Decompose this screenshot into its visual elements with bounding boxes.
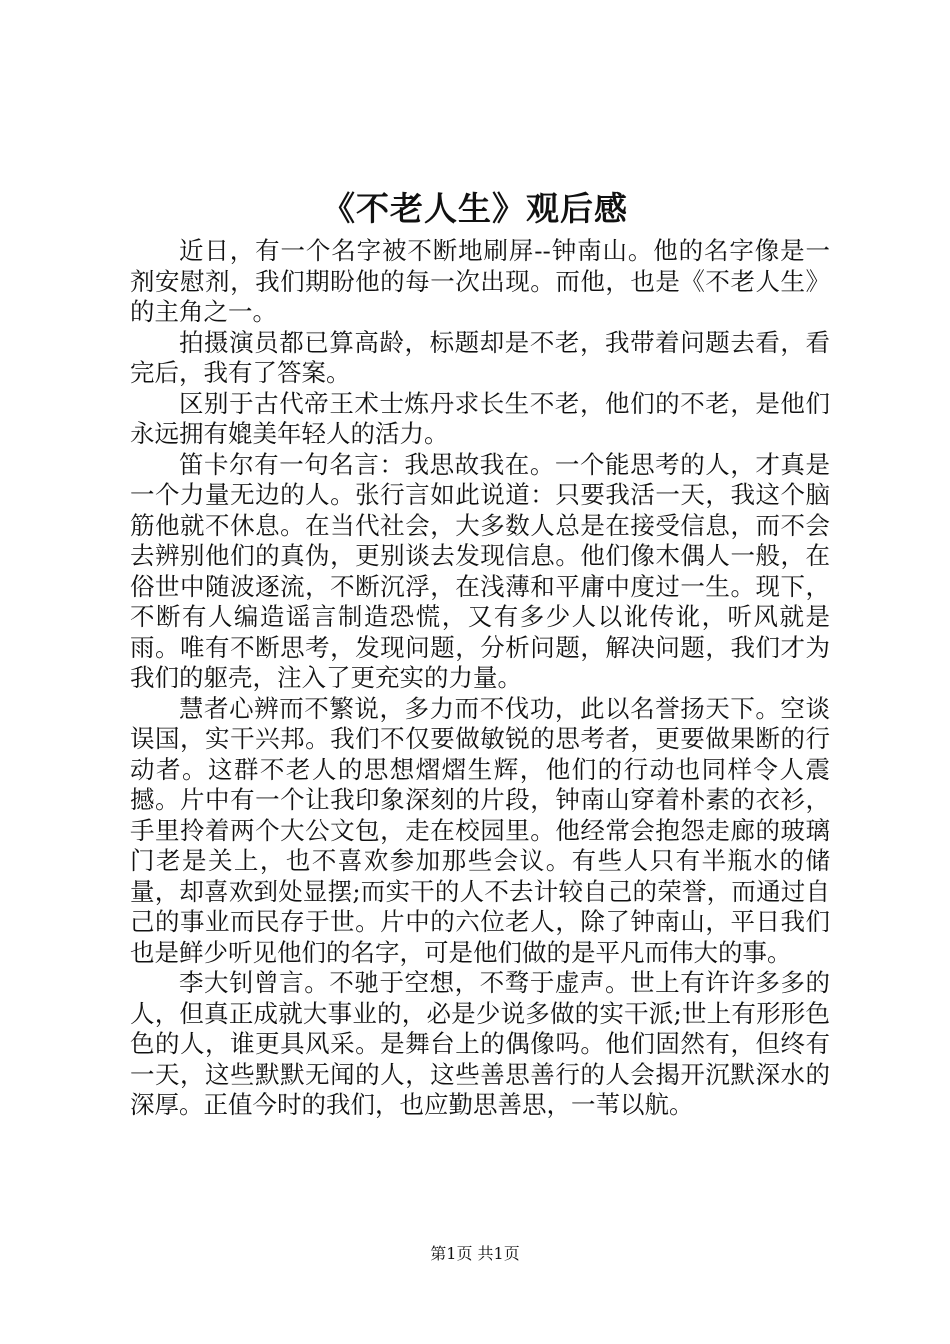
- paragraph-2: 拍摄演员都已算高龄，标题却是不老，我带着问题去看，看完后，我有了答案。: [130, 327, 830, 387]
- document-body: [130, 236, 830, 1121]
- page-footer: 第1页 共1页: [430, 1244, 520, 1263]
- paragraph-5: 慧者心辨而不繁说，多力而不伐功，此以名誉扬天下。空谈误国，实干兴邦。我们不仅要做敏锐的思考者，更要做果断的行动者。这群不老人的思想熠熠生辉，他们的行动也同样令人震撼。片中有一个让我印象深刻的片段，钟南山穿着朴素的衣衫，手里拎着两个大公文包，走在校园里。他经常会抱怨走廊的玻璃门老是关上，也不喜欢参加那些会议。有些人只有半瓶水的储量，却喜欢到处显摆;而实干的人不去计较自己的荣誉，而通过自己的事业而民存于世。片中的六位老人，除了钟南山，平日我们也是鲜少听见他们的名字，可是他们做的是平凡而伟大的事。: [130, 693, 830, 967]
- paragraph-4: 笛卡尔有一句名言：我思故我在。一个能思考的人，才真是一个力量无边的人。张行言如此说道：只要我活一天，我这个脑筋他就不休息。在当代社会，大多数人总是在接受信息，而不会去辨别他们的真伪，更别谈去发现信息。他们像木偶人一般，在俗世中随波逐流，不断沉浮，在浅薄和平庸中度过一生。现下，不断有人编造谣言制造恐慌，又有多少人以讹传讹，听风就是雨。唯有不断思考，发现问题，分析问题，解决问题，我们才为我们的躯壳，注入了更充实的力量。: [130, 449, 830, 692]
- paragraph-3: 区别于古代帝王术士炼丹求长生不老，他们的不老，是他们永远拥有媲美年轻人的活力。: [130, 388, 830, 448]
- paragraph-1: 近日，有一个名字被不断地刷屏--钟南山。他的名字像是一剂安慰剂，我们期盼他的每一次出现。而他，也是《不老人生》的主角之一。: [130, 236, 830, 326]
- document-title: 《不老人生》观后感: [322, 189, 628, 228]
- paragraph-6: 李大钊曾言。不驰于空想，不骛于虚声。世上有许许多多的人，但真正成就大事业的，必是少说多做的实干派;世上有形形色色的人，谁更具风采。是舞台上的偶像吗。他们固然有，但终有一天，这些默默无闻的人，这些善思善行的人会揭开沉默深水的深厚。正值今时的我们，也应勤思善思，一苇以航。: [130, 968, 830, 1119]
